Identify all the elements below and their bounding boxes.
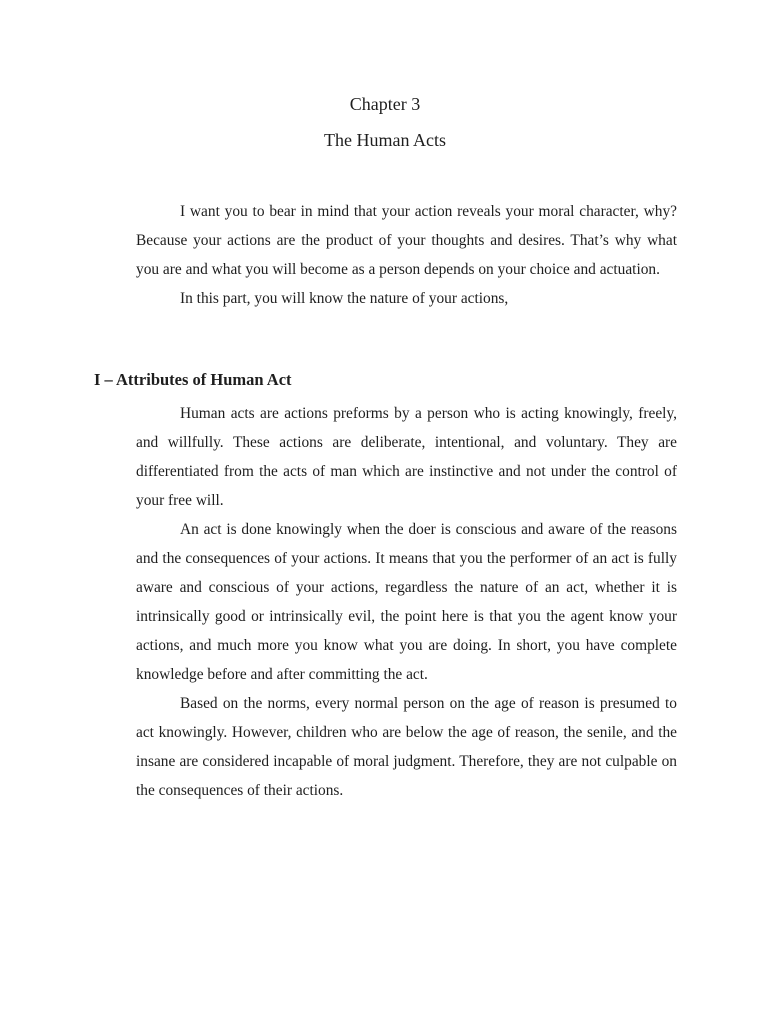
intro-section [136,197,677,313]
body-paragraph: Based on the norms, every normal person on the age of reason is presumed to act knowingly. However, children who are below the age of reason, the senile, and the insane are considered incapable of moral judgment. Therefore, they are not culpable on the consequences of their actions. [136,695,677,799]
chapter-number: Chapter 3 [349,94,421,114]
body-paragraph: An act is done knowingly when the doer is conscious and aware of the reasons and the consequences of your actions. It means that you the performer of an act is fully aware and conscious of your actions, regardless the nature of an act, whether it is intrinsically good or intrinsically evil, the point here is that you the agent know your actions, and much more you know what you are doing. In short, you have complete knowledge before and after committing the act. [136,521,677,683]
intro-paragraph: In this part, you will know the nature of your actions, [180,290,509,307]
section-body [136,399,677,805]
chapter-title: The Human Acts [324,130,446,150]
intro-paragraph: I want you to bear in mind that your action reveals your moral character, why? Because your actions are the product of your thoughts and desires. That’s why what you are and what you will become as a person depends on your choice and actuation. [136,203,677,278]
section-heading: I – Attributes of Human Act [94,370,292,389]
body-paragraph: Human acts are actions preforms by a person who is acting knowingly, freely, and willfully. These actions are deliberate, intentional, and voluntary. They are differentiated from the acts of man which are instinctive and not under the control of your free will. [136,405,677,509]
